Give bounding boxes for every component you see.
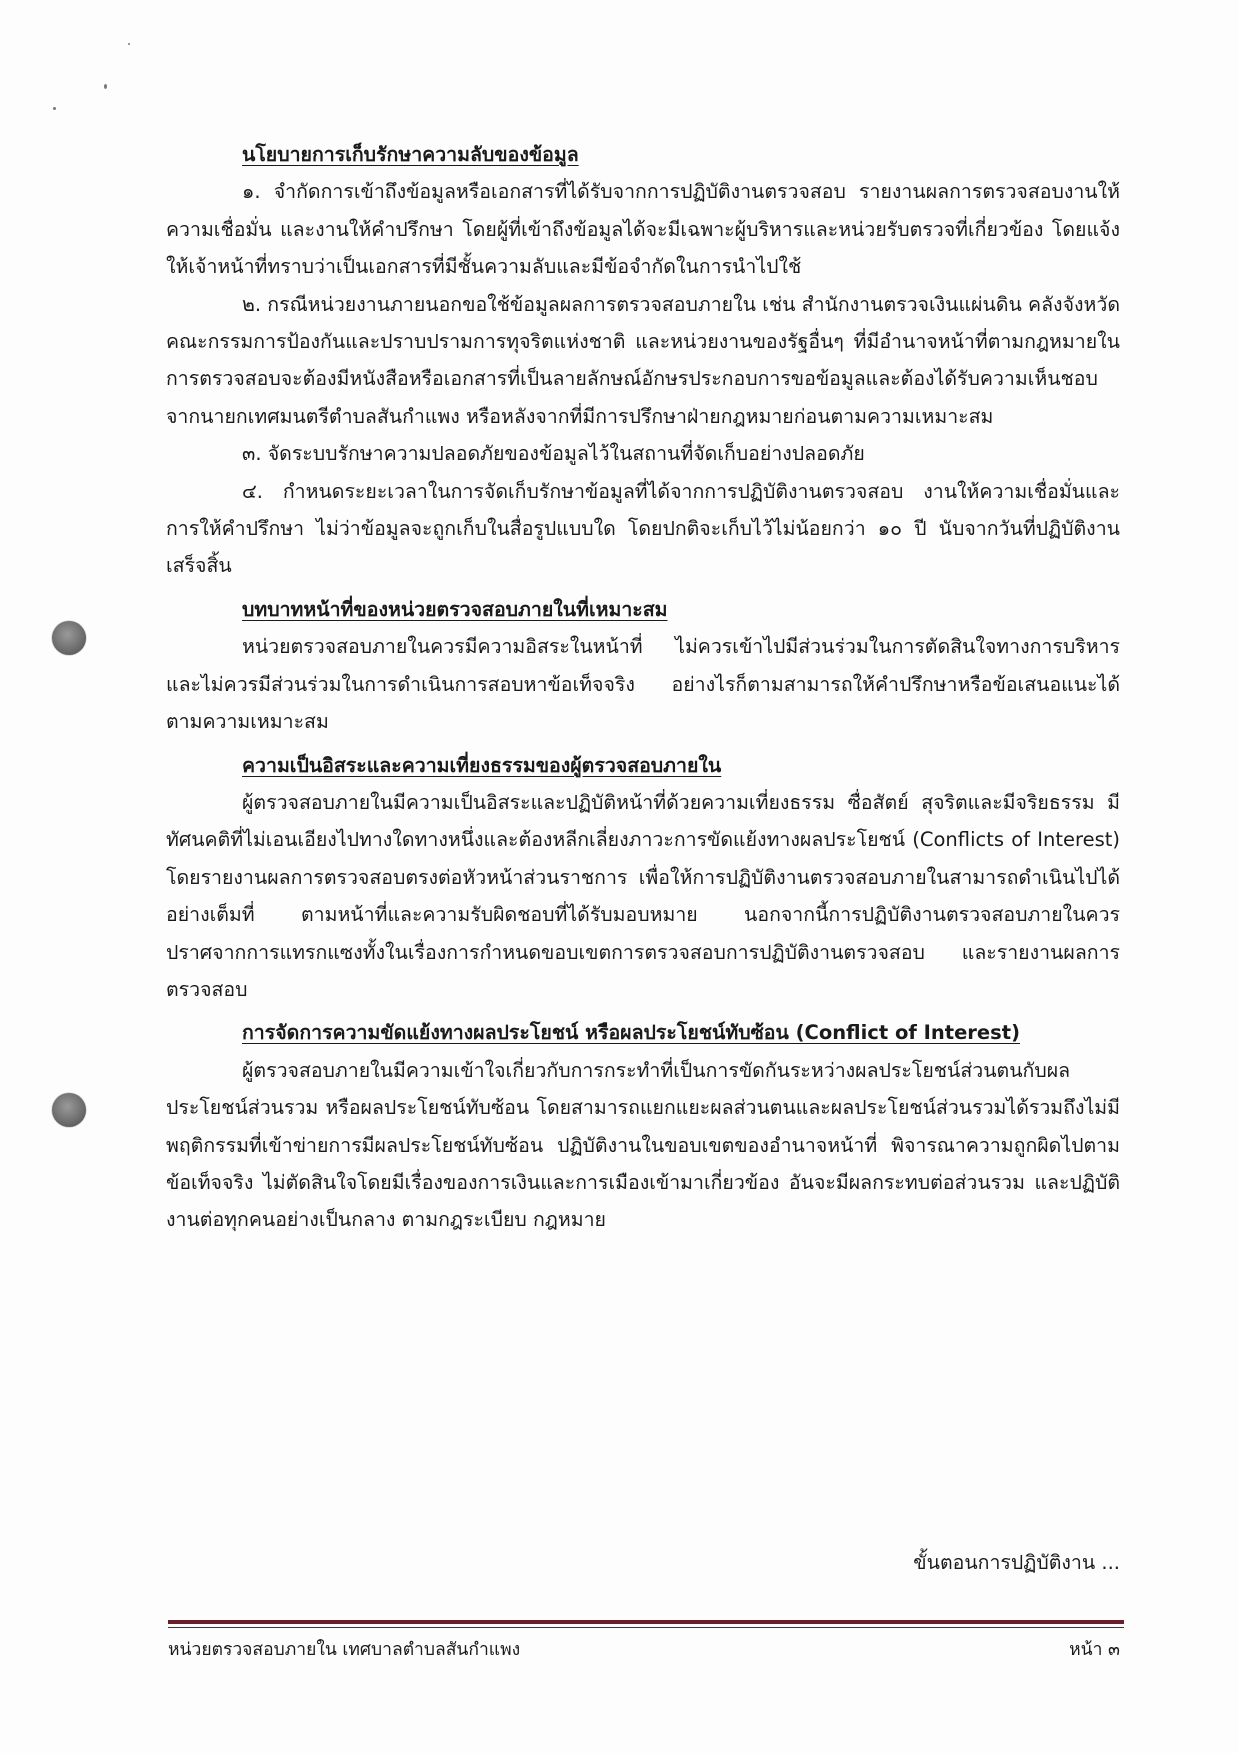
punch-hole-top (52, 621, 86, 655)
scan-speck (104, 84, 107, 89)
section-heading: นโยบายการเก็บรักษาความลับของข้อมูล (242, 143, 579, 166)
section-heading: การจัดการความขัดแย้งทางผลประโยชน์ หรือผลประโยชน์ทับซ้อน (Conflict of Interest) (242, 1021, 1020, 1045)
section-internal-audit-role (166, 591, 1120, 741)
paragraph: ๑. จำกัดการเข้าถึงข้อมูลหรือเอกสารที่ได้รับจากการปฏิบัติงานตรวจสอบ รายงานผลการตรวจสอบงานให้ความเชื่อมั่น และงานให้คำปรึกษา โดยผู้ที่เข้าถึงข้อมูลได้จะมีเฉพาะผู้บริหารและหน่วยรับตรวจที่เกี่ยวข้อง โดยแจ้งให้เจ้าหน้าที่ทราบว่าเป็นเอกสารที่มีชั้นความลับและมีข้อจำกัดในการนำไปใช้ (166, 180, 1120, 279)
section-confidentiality-policy (166, 136, 1120, 585)
paragraph: ผู้ตรวจสอบภายในมีความเข้าใจเกี่ยวกับการกระทำที่เป็นการขัดกันระหว่างผลประโยชน์ส่วนตนกับผลประโยชน์ส่วนรวม หรือผลประโยชน์ทับซ้อน โดยสามารถแยกแยะผลส่วนตนและผลประโยชน์ส่วนรวมได้รวมถึงไม่มีพฤติกรรมที่เข้าข่ายการมีผลประโยชน์ทับซ้อน ปฏิบัติงานในขอบเขตของอำนาจหน้าที่ พิจารณาความถูกผิดไปตามข้อเท็จจริง ไม่ตัดสินใจโดยมีเรื่องของการเงินและการเมืองเข้ามาเกี่ยวข้อง อันจะมีผลกระทบต่อส่วนรวม และปฏิบัติงานต่อทุกคนอย่างเป็นกลาง ตามกฎระเบียบ กฎหมาย (166, 1058, 1120, 1232)
footer-department: หน่วยตรวจสอบภายใน เทศบาลตำบลสันกำแพง (168, 1640, 521, 1660)
scan-speck (128, 43, 130, 45)
paragraph: ๒. กรณีหน่วยงานภายนอกขอใช้ข้อมูลผลการตรวจสอบภายใน เช่น สำนักงานตรวจเงินแผ่นดิน คลังจังหวัด คณะกรรมการป้องกันและปราบปรามการทุจริตแห่งชาติ และหน่วยงานของรัฐอื่นๆ ที่มีอำนาจหน้าที่ตามกฎหมายในการตรวจสอบจะต้องมีหนังสือหรือเอกสารที่เป็นลายลักษณ์อักษรประกอบการขอข้อมูลและต้องได้รับความเห็นชอบจากนายกเทศมนตรีตำบลสันกำแพง หรือหลังจากที่มีการปรึกษาฝ่ายกฎหมายก่อนตามความเหมาะสม (166, 292, 1120, 428)
scan-speck (53, 107, 56, 110)
section-conflict-of-interest (166, 1014, 1120, 1238)
paragraph: ผู้ตรวจสอบภายในมีความเป็นอิสระและปฏิบัติหน้าที่ด้วยความเที่ยงธรรม ซื่อสัตย์ สุจริตและมีจริยธรรม มีทัศนคติที่ไม่เอนเอียงไปทางใดทางหนึ่งและต้องหลีกเลี่ยงภาวะการขัดแย้งทางผลประโยชน์ (Conflicts of Interest) โดยรายงานผลการตรวจสอบตรงต่อหัวหน้าส่วนราชการ เพื่อให้การปฏิบัติงานตรวจสอบภายในสามารถดำเนินไปได้อย่างเต็มที่ ตามหน้าที่และความรับผิดชอบที่ได้รับมอบหมาย นอกจากนี้การปฏิบัติงานตรวจสอบภายในควรปราศจากการแทรกแซงทั้งในเรื่องการกำหนดขอบเขตการตรวจสอบการปฏิบัติงานตรวจสอบ และรายงานผลการตรวจสอบ (166, 790, 1120, 1001)
paragraph: หน่วยตรวจสอบภายในควรมีความอิสระในหน้าที่ ไม่ควรเข้าไปมีส่วนร่วมในการตัดสินใจทางการบริหาร และไม่ควรมีส่วนร่วมในการดำเนินการสอบหาข้อเท็จจริง อย่างไรก็ตามสามารถให้คำปรึกษาหรือข้อเสนอแนะได้ตามความเหมาะสม (166, 635, 1120, 734)
punch-hole-bottom (52, 1093, 86, 1127)
continuation-note: ขั้นตอนการปฏิบัติงาน ... (913, 1551, 1120, 1574)
section-heading: บทบาทหน้าที่ของหน่วยตรวจสอบภายในที่เหมาะสม (242, 597, 668, 621)
footer-rule-thin (168, 1627, 1124, 1628)
footer-rule (168, 1620, 1124, 1624)
paragraph: ๔. กำหนดระยะเวลาในการจัดเก็บรักษาข้อมูลที่ได้จากการปฏิบัติงานตรวจสอบ งานให้ความเชื่อมั่นและการให้คำปรึกษา ไม่ว่าข้อมูลจะถูกเก็บในสื่อรูปแบบใด โดยปกติจะเก็บไว้ไม่น้อยกว่า ๑๐ ปี นับจากวันที่ปฏิบัติงานเสร็จสิ้น (166, 479, 1120, 578)
document-body (166, 136, 1120, 1239)
section-heading: ความเป็นอิสระและความเที่ยงธรรมของผู้ตรวจสอบภายใน (242, 753, 722, 777)
section-independence-objectivity (166, 747, 1120, 1009)
footer-page-number: หน้า ๓ (1069, 1640, 1120, 1660)
paragraph: ๓. จัดระบบรักษาความปลอดภัยของข้อมูลไว้ในสถานที่จัดเก็บอย่างปลอดภัย (242, 442, 865, 466)
